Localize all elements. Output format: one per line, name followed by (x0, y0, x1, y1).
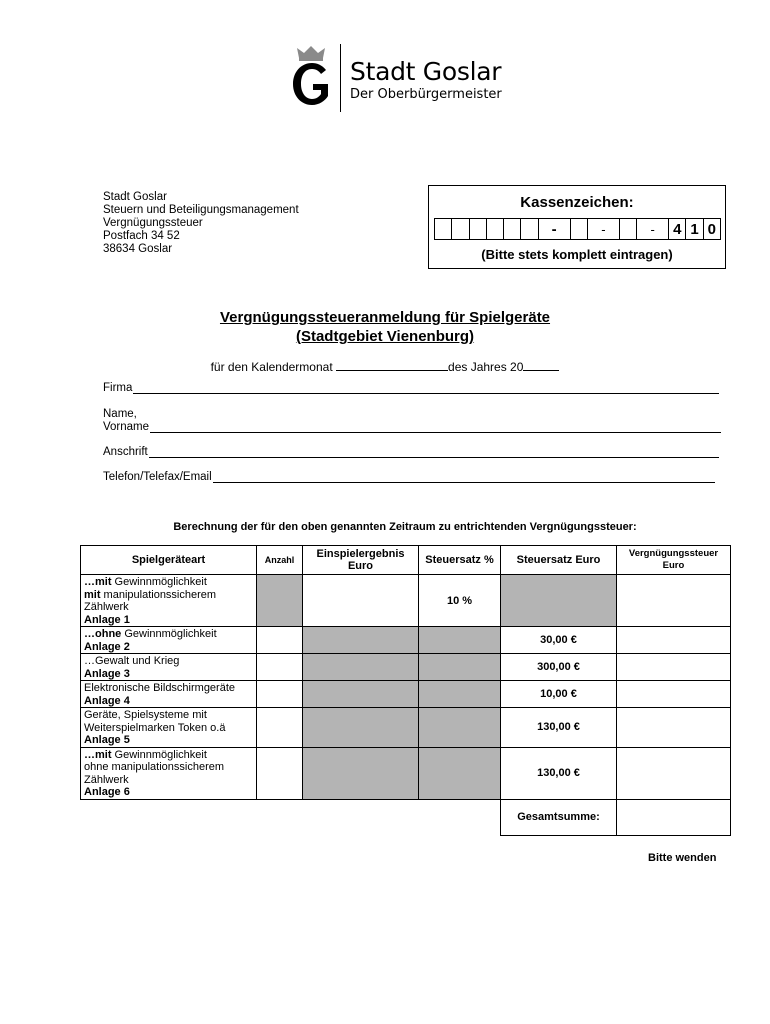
einspielergebnis-input[interactable] (303, 575, 419, 627)
header-einspielergebnis: Einspielergebnis Euro (303, 546, 419, 575)
header-anzahl: Anzahl (257, 546, 303, 575)
steuersatz-euro-cell-disabled (501, 575, 617, 627)
period-line (0, 359, 770, 374)
steuersatz-prozent-cell-disabled (419, 708, 501, 748)
anzahl-input[interactable] (257, 708, 303, 748)
kassenzeichen-separator: - (587, 219, 619, 239)
gesamtsumme-input[interactable] (617, 799, 731, 835)
header-steuersatz-prozent: Steuersatz % (419, 546, 501, 575)
einspielergebnis-cell-disabled (303, 747, 419, 799)
steuersatz-euro-value: 10,00 € (501, 681, 617, 708)
vorname-label: Vorname (103, 421, 150, 433)
header-spielgeraeteart: Spielgeräteart (81, 546, 257, 575)
tax-calculation-table (80, 545, 731, 836)
table-row (81, 575, 731, 627)
logo-divider (340, 44, 341, 112)
steuersatz-euro-value: 130,00 € (501, 747, 617, 799)
form-subtitle: (Stadtgebiet Vienenburg) (295, 328, 475, 345)
year-input[interactable] (523, 359, 559, 371)
einspielergebnis-cell-disabled (303, 708, 419, 748)
telefon-input[interactable] (213, 472, 715, 483)
city-name: Stadt Goslar (350, 57, 502, 86)
period-prefix: für den Kalendermonat (210, 360, 333, 374)
month-input[interactable] (336, 359, 448, 371)
row-type-label: Geräte, Spielsysteme mit Weiterspielmarken Token o.ä Anlage 5 (81, 708, 257, 748)
kassenzeichen-digit: 1 (685, 219, 702, 239)
kassenzeichen-cell[interactable] (520, 219, 537, 239)
steuersatz-prozent-cell-disabled (419, 681, 501, 708)
steuer-input[interactable] (617, 654, 731, 681)
steuersatz-prozent-value: 10 % (419, 575, 501, 627)
empty-cell (81, 799, 257, 835)
einspielergebnis-cell-disabled (303, 681, 419, 708)
firma-label: Firma (103, 382, 133, 394)
empty-cell (419, 799, 501, 835)
recipient-address (103, 191, 299, 256)
empty-cell (257, 799, 303, 835)
kassenzeichen-input-cells (434, 218, 721, 240)
kassenzeichen-box (428, 185, 726, 269)
address-line: Vergnügungssteuer (103, 217, 203, 229)
table-row (81, 654, 731, 681)
vorname-field (103, 421, 721, 433)
steuersatz-prozent-cell-disabled (419, 627, 501, 654)
row-type-label: …mit Gewinnmöglichkeit ohne manipulationssicherem Zählwerk Anlage 6 (81, 747, 257, 799)
steuer-input[interactable] (617, 747, 731, 799)
anzahl-input[interactable] (257, 627, 303, 654)
form-title: Vergnügungssteueranmeldung für Spielgeräte (219, 309, 551, 326)
steuer-input[interactable] (617, 627, 731, 654)
steuersatz-euro-value: 30,00 € (501, 627, 617, 654)
kassenzeichen-title: Kassenzeichen: (520, 194, 634, 211)
mayor-subtitle: Der Oberbürgermeister (350, 87, 502, 102)
kassenzeichen-cell[interactable] (486, 219, 503, 239)
kassenzeichen-separator: - (636, 219, 668, 239)
kassenzeichen-cell[interactable] (503, 219, 520, 239)
anzahl-input[interactable] (257, 654, 303, 681)
header-steuersatz-euro: Steuersatz Euro (501, 546, 617, 575)
address-line: Steuern und Beteiligungsmanagement (103, 204, 299, 216)
row-type-label: …mit Gewinnmöglichkeit mit manipulationssicherem Zählwerk Anlage 1 (81, 575, 257, 627)
table-row (81, 747, 731, 799)
calculation-heading: Berechnung der für den oben genannten Zeitraum zu entrichtenden Vergnügungssteuer: (173, 521, 637, 533)
anschrift-label: Anschrift (103, 446, 148, 458)
steuersatz-euro-value: 300,00 € (501, 654, 617, 681)
steuer-input[interactable] (617, 708, 731, 748)
steuersatz-prozent-cell-disabled (419, 654, 501, 681)
firma-input[interactable] (133, 383, 719, 394)
table-row (81, 627, 731, 654)
anschrift-input[interactable] (149, 447, 719, 458)
address-line: Stadt Goslar (103, 191, 167, 203)
kassenzeichen-cell[interactable] (451, 219, 468, 239)
header-vergnuegungssteuer: Vergnügungssteuer Euro (617, 546, 731, 575)
kassenzeichen-digit: 4 (668, 219, 685, 239)
kassenzeichen-digit: 0 (703, 219, 720, 239)
period-year-label: des Jahres 20 (448, 360, 524, 374)
kassenzeichen-cell[interactable] (619, 219, 636, 239)
table-header-row (81, 546, 731, 575)
anzahl-cell-disabled (257, 575, 303, 627)
firma-field (103, 382, 719, 394)
address-line: 38634 Goslar (103, 243, 173, 255)
row-type-label: …ohne Gewinnmöglichkeit Anlage 2 (81, 627, 257, 654)
einspielergebnis-cell-disabled (303, 654, 419, 681)
anzahl-input[interactable] (257, 681, 303, 708)
kassenzeichen-cell[interactable] (435, 219, 451, 239)
telefon-label: Telefon/Telefax/Email (103, 471, 212, 483)
gesamtsumme-label: Gesamtsumme: (501, 799, 617, 835)
telefon-field (103, 471, 715, 483)
kassenzeichen-separator: - (538, 219, 570, 239)
anzahl-input[interactable] (257, 747, 303, 799)
address-line: Postfach 34 52 (103, 230, 180, 242)
row-type-label: …Gewalt und Krieg Anlage 3 (81, 654, 257, 681)
name-label-row (103, 408, 721, 420)
steuersatz-prozent-cell-disabled (419, 747, 501, 799)
name-label: Name, (103, 408, 137, 420)
table-row (81, 708, 731, 748)
row-type-label: Elektronische Bildschirmgeräte Anlage 4 (81, 681, 257, 708)
city-crest-logo-icon (286, 44, 336, 106)
einspielergebnis-cell-disabled (303, 627, 419, 654)
total-row (81, 799, 731, 835)
steuer-input[interactable] (617, 681, 731, 708)
empty-cell (303, 799, 419, 835)
kassenzeichen-note: (Bitte stets komplett eintragen) (481, 247, 673, 262)
kassenzeichen-cell[interactable] (469, 219, 486, 239)
steuersatz-euro-value: 130,00 € (501, 708, 617, 748)
steuer-input[interactable] (617, 575, 731, 627)
kassenzeichen-cell[interactable] (570, 219, 587, 239)
anschrift-field (103, 446, 719, 458)
please-turn-over-note: Bitte wenden (648, 852, 717, 864)
name-input[interactable] (150, 422, 721, 433)
table-row (81, 681, 731, 708)
